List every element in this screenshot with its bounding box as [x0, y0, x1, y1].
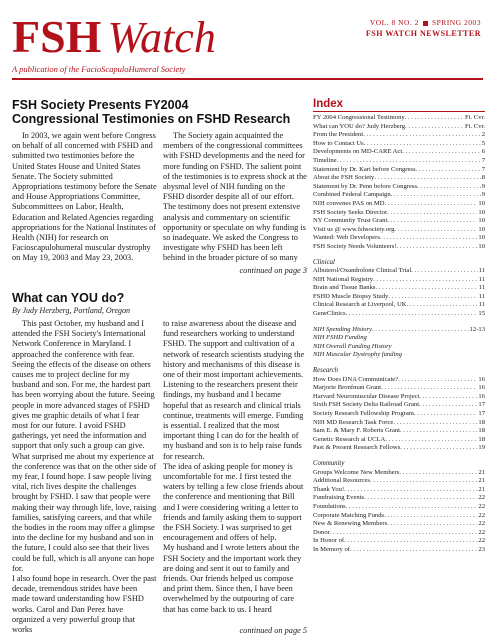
- leader-dots: [364, 140, 481, 149]
- leader-dots: [384, 512, 477, 521]
- index-entry-title: Visit us @ www.fshsociety.org: [313, 225, 395, 233]
- leader-dots: [364, 494, 477, 503]
- index-entry-page: 16: [478, 392, 485, 400]
- index-entry-title: NIH National Registry: [313, 275, 374, 283]
- index-section-heading: Research: [313, 367, 339, 375]
- index-entry-page: 18: [478, 435, 485, 443]
- index-entry[interactable]: [313, 537, 485, 546]
- index-entry[interactable]: [313, 293, 485, 302]
- logo-fsh: FSH: [12, 11, 102, 62]
- index-entry-page: 15: [478, 310, 485, 318]
- index-entry-page: 11: [478, 284, 485, 292]
- index-entry-page: 10: [478, 225, 485, 233]
- index-entry[interactable]: [313, 174, 485, 183]
- index-entry-page: 21: [478, 477, 485, 485]
- index-entry-page: 12-13: [469, 325, 485, 333]
- index-entry[interactable]: [313, 326, 485, 335]
- leader-dots: [405, 123, 464, 132]
- index-entry-page: 22: [478, 528, 485, 536]
- leader-dots: [411, 267, 477, 276]
- article2-col1: This past October, my husband and I attended the FSH Society's International Network Conference in Maryland. I approached the conference with fear. Seeing the effects of the disease on others causes me to project decline for my husband and son. For me, the hardest part has been worrying about the future. Seeing people in more advanced stages of FSHD gives me graphic details of what I fear most for our future. I avoid FSHD gatherings, yet need the information and support that only such a group can give. What surprised me about my experience at the conference was that on the other side of my fear, I found hope. I saw people living vital, rich lives despite the challenges brought by FSHD. I saw that people were making their way through life, love, raising families, satisfying careers, and that while the bodies in the room may offer a glimpse into the decline for my husband and son in the future, I could also see that their lives could be full, which is all anyone can hope for. I also found hope in research. Over the past decade, tremendous strides have been made toward understanding how FSHD works. Carol and Dan Perez have organized a very powerful group that works: [12, 319, 157, 635]
- leader-dots: [372, 326, 469, 335]
- article1-headline: [12, 98, 312, 126]
- index-entry-title: Donor: [313, 528, 330, 536]
- index-entry[interactable]: [313, 486, 485, 495]
- index-list: [313, 114, 485, 555]
- index-entry-title: NIH convenes PAS on MD: [313, 199, 385, 207]
- index-entry-title: Sam E. & Mary F. Roberts Grant: [313, 427, 401, 435]
- index-entry-page: 22: [478, 537, 485, 545]
- season: SPRING 2003: [431, 18, 481, 27]
- leader-dots: [393, 419, 477, 428]
- index-entry-page: 21: [478, 468, 485, 476]
- index-entry-page: 18: [478, 427, 485, 435]
- leader-dots: [419, 393, 477, 402]
- index-entry[interactable]: [313, 243, 485, 252]
- index-entry-page: Ft. Cvr.: [465, 122, 485, 130]
- index-entry[interactable]: [313, 267, 485, 276]
- index-entry[interactable]: [313, 520, 485, 529]
- index-section-heading: Clinical: [313, 258, 335, 266]
- index-entry[interactable]: [313, 310, 485, 319]
- issue-info: [366, 18, 481, 38]
- index-entry-title: FSH Society Seeks Director: [313, 208, 388, 216]
- headline-line1: FSH Society Presents FY2004: [12, 98, 189, 112]
- leader-dots: [419, 401, 477, 410]
- index-entry[interactable]: [313, 410, 485, 419]
- index-entry-title: How to Contact Us: [313, 139, 364, 147]
- index-spacer: [313, 319, 485, 326]
- index-entry[interactable]: [313, 546, 485, 555]
- leader-dots: [374, 174, 480, 183]
- leader-dots: [363, 131, 481, 140]
- index-entry-title: NIH MD Research Task Force: [313, 418, 394, 426]
- index-entry-title: Timeline: [313, 156, 337, 164]
- index-entry-page: 9: [481, 191, 485, 199]
- leader-dots: [399, 469, 477, 478]
- index-entry[interactable]: [313, 191, 485, 200]
- index-entry-page: 2: [481, 131, 485, 139]
- article1-col2: The Society again acquainted the members of the congressional committees with FSHD developments and the need for more funding on FSHD. The salient point of the testimonies is to express shock at the abysmal level of NIH funding on the FSHD disorder despite all of our effort. The testimony does not present extensive analysis and commentary on scientific opportunity or speculate on why funding is so inadequate. We asked the Congress to investigate why FSHD has been left behind in the broader picture of so many: [163, 131, 307, 263]
- index-entry-title: Society Research Fellowship Program: [313, 410, 414, 417]
- leader-dots: [416, 166, 481, 175]
- index-entry-page: 19: [478, 444, 485, 452]
- index-entry[interactable]: [313, 419, 485, 428]
- index-section-heading: Community: [313, 459, 345, 467]
- leader-dots: [350, 546, 477, 555]
- index-entry-page: 7: [481, 165, 485, 173]
- index-entry[interactable]: [313, 436, 485, 445]
- article1-continued: continued on page 3: [239, 266, 307, 275]
- index-entry-page: 9: [481, 182, 485, 190]
- index-entry-title: Sixth FSH Society Delta Railroad Grant: [313, 401, 420, 409]
- index-entry[interactable]: [313, 393, 485, 402]
- leader-dots: [344, 486, 477, 495]
- leader-dots: [394, 226, 477, 235]
- index-entry-page: 10: [478, 199, 485, 207]
- index-entry-page: Ft. Cvr.: [465, 114, 485, 121]
- leader-dots: [417, 183, 481, 192]
- leader-dots: [414, 410, 478, 419]
- leader-dots: [387, 209, 477, 218]
- leader-dots: [387, 520, 477, 529]
- index-entry-page: 11: [478, 292, 485, 300]
- index-entry-title: Fundraising Events: [313, 494, 365, 502]
- leader-dots: [380, 234, 477, 243]
- index-entry[interactable]: [313, 114, 485, 123]
- index-entry[interactable]: [313, 209, 485, 218]
- index-entry[interactable]: [313, 512, 485, 521]
- leader-dots: [391, 191, 481, 200]
- leader-dots: [330, 529, 478, 538]
- index-entry-title: FSH Society Needs Volunteers!: [313, 242, 397, 250]
- index-entry-page: 10: [478, 208, 485, 216]
- index-entry-title: NIH FSHD Funding: [313, 334, 367, 342]
- newsletter-logo: [12, 10, 216, 63]
- masthead-rule: [12, 78, 483, 80]
- index-entry-title: GeneClinics: [313, 310, 346, 318]
- leader-dots: [373, 276, 478, 285]
- leader-dots: [400, 444, 477, 453]
- index-entry-title: Statement by Dr. Penn before Congress: [313, 182, 418, 190]
- leader-dots: [346, 310, 478, 319]
- index-entry-page: 5: [481, 139, 485, 147]
- index-entry-title: Foundations: [313, 502, 346, 510]
- index-entry-title: NIH Overall Funding History: [313, 342, 392, 350]
- article2-col2: to raise awareness about the disease and fund researchers working to understand FSHD. The support and cultivation of a network of research scientists studying the history and mechanisms of this disease is one of their most important achievements. Listening to the researchers present their findings, my husband and I became hopeful that as research and clinical trials continue, treatments will emerge. Funding is essential. I realized that the most important thing I can do for the health of my husband and son is to help raise funds for research. The idea of asking people for money is uncomfortable for me. I first tested the waters by telling a few close friends about the conference and mentioning that Bill and I were considering writing a letter to friends and family asking them to support the FSH Society. I was surprised to get encouragement and offers of help. My husband and I wrote letters about the FSH Society and the important work they are doing and sent it out to family and friends. Our friends helped us compose and print them. Since then, I have been overwhelmed by the outpouring of care that has come back to us. I heard: [163, 319, 305, 614]
- leader-dots: [370, 477, 477, 486]
- article2-byline: By Judy Herzberg, Portland, Oregon: [12, 306, 131, 315]
- index-entry[interactable]: [313, 217, 485, 226]
- index-entry[interactable]: [313, 148, 485, 157]
- leader-dots: [407, 301, 478, 310]
- index-entry-title: Wanted: Web Developers: [313, 234, 380, 242]
- leader-dots: [402, 148, 481, 157]
- index-entry-title: Groups Welcome New Members: [313, 468, 400, 476]
- index-entry-title: What can YOU do? Judy Herzberg: [313, 122, 406, 130]
- index-entry-title: Marjorie Bronfman Grant: [313, 384, 382, 392]
- index-entry-page: 10: [478, 234, 485, 242]
- index-entry-title: NIH Muscular Dystrophy funding: [313, 351, 402, 359]
- square-bullet-icon: [423, 21, 428, 26]
- leader-dots: [337, 157, 481, 166]
- index-entry-title: Harvard Neuromuscular Disease Project: [313, 392, 420, 400]
- index-entry-page: 6: [481, 148, 485, 156]
- index-entry[interactable]: [313, 157, 485, 166]
- index-entry-page: 22: [478, 502, 485, 510]
- leader-dots: [346, 503, 478, 512]
- index-entry-title: NY Community Trust Grant: [313, 217, 388, 225]
- leader-dots: [385, 200, 478, 209]
- index-entry[interactable]: [313, 401, 485, 410]
- index-entry[interactable]: [313, 469, 485, 478]
- leader-dots: [385, 436, 477, 445]
- index-entry-title: NIH Spending History: [313, 325, 372, 333]
- index-entry-title: Brain and Tissue Banks: [313, 284, 376, 292]
- index-entry-page: 17: [478, 401, 485, 409]
- index-entry-title: Combined Federal Campaign: [313, 191, 391, 199]
- index-entry[interactable]: [313, 284, 485, 293]
- index-entry[interactable]: [313, 301, 485, 310]
- index-entry-title: How Does DNA Communicate?: [313, 375, 399, 383]
- index-entry-title: Additional Resources: [313, 477, 370, 485]
- index-entry[interactable]: [313, 226, 485, 235]
- index-entry[interactable]: [313, 477, 485, 486]
- index-entry-page: 7: [481, 156, 485, 164]
- index-entry-title: Developments on MD-CARE Act: [313, 148, 403, 156]
- index-entry-page: 16: [478, 375, 485, 383]
- newsletter-subtitle: FSH WATCH NEWSLETTER: [365, 29, 481, 38]
- index-entry[interactable]: [313, 276, 485, 285]
- index-entry-title: New & Renewing Members: [313, 520, 388, 528]
- index-entry-title: About the FSH Society: [313, 174, 375, 182]
- index-entry[interactable]: [313, 140, 485, 149]
- index-entry-title: Clinical Research at Liverpool, UK: [313, 301, 407, 309]
- volume: VOL. 8 NO. 2: [369, 18, 419, 27]
- index-entry[interactable]: [313, 376, 485, 385]
- index-entry-page: 8: [481, 174, 485, 182]
- index-entry[interactable]: [313, 183, 485, 192]
- index-entry[interactable]: [313, 166, 485, 175]
- index-entry-title: Thank You!: [313, 485, 345, 493]
- index-title: Index: [313, 98, 485, 112]
- index-panel: [313, 98, 485, 555]
- index-entry-page: 22: [478, 494, 485, 502]
- leader-dots: [396, 243, 477, 252]
- index-entry[interactable]: [313, 384, 485, 393]
- article2-headline: What can YOU do?: [12, 291, 125, 305]
- index-entry-page: 22: [478, 511, 485, 519]
- index-entry[interactable]: [313, 343, 485, 352]
- index-entry-title: In Memory of: [313, 545, 350, 553]
- index-entry-page: 16: [478, 384, 485, 392]
- index-entry-page: 10: [478, 217, 485, 225]
- index-entry-title: Genetic Research at UCLA: [313, 435, 386, 443]
- index-entry-title: Albuterol/Oxandrolone Clinical Trial: [313, 267, 412, 275]
- index-entry-page: 11: [478, 275, 485, 283]
- leader-dots: [398, 376, 477, 385]
- leader-dots: [388, 293, 477, 302]
- index-entry-page: 11: [478, 267, 485, 275]
- leader-dots: [405, 114, 464, 123]
- index-entry-page: 21: [478, 485, 485, 493]
- index-entry-title: Statement by Dr. Kari before Congress: [313, 165, 416, 173]
- index-entry-title: FSHD Muscle Biopsy Study: [313, 292, 389, 300]
- index-entry-page: 22: [478, 520, 485, 528]
- article1-col1: In 2003, we again went before Congress on behalf of all concerned with FSHD and submitted two testimonies before the United States House and United States Senate. The Society submitted Appropriations testimony before the Senate and House Appropriations Committee, Subcommittees on Labor, Health, Education and Related Agencies regarding appropriations for the National Institutes of Health (NIH) for research on Facioscapulohumeral muscular dystrophy on May 19, 2003 and May 23, 2003.: [12, 131, 157, 263]
- index-entry-title: From the President: [313, 131, 364, 139]
- index-entry-title: Past & Present Research Fellows: [313, 444, 401, 452]
- index-entry[interactable]: [313, 427, 485, 436]
- leader-dots: [400, 427, 477, 436]
- index-entry[interactable]: [313, 234, 485, 243]
- index-entry-title: In Honor of: [313, 537, 345, 545]
- tagline: A publication of the FacioScapuloHumeral Society: [12, 64, 186, 74]
- index-entry-page: 17: [478, 410, 485, 417]
- index-entry-page: 11: [478, 301, 485, 309]
- leader-dots: [344, 537, 477, 546]
- index-entry[interactable]: [313, 200, 485, 209]
- index-entry[interactable]: [313, 131, 485, 140]
- index-entry[interactable]: [313, 334, 485, 343]
- index-entry-title: FY 2004 Congressional Testimony: [313, 114, 405, 121]
- index-entry-page: 23: [478, 545, 485, 553]
- leader-dots: [375, 284, 477, 293]
- headline-line2: Congressional Testimonies on FSHD Research: [12, 112, 291, 126]
- index-entry-page: 10: [478, 242, 485, 250]
- leader-dots: [387, 217, 477, 226]
- index-entry-page: 18: [478, 418, 485, 426]
- index-entry[interactable]: [313, 123, 485, 132]
- index-entry[interactable]: [313, 529, 485, 538]
- index-entry[interactable]: [313, 351, 485, 360]
- index-entry[interactable]: [313, 494, 485, 503]
- logo-watch: Watch: [107, 13, 216, 62]
- index-entry[interactable]: [313, 444, 485, 453]
- index-entry[interactable]: [313, 503, 485, 512]
- article2-continued: continued on page 5: [239, 626, 307, 635]
- index-entry-title: Corporate Matching Funds: [313, 511, 385, 519]
- leader-dots: [381, 384, 477, 393]
